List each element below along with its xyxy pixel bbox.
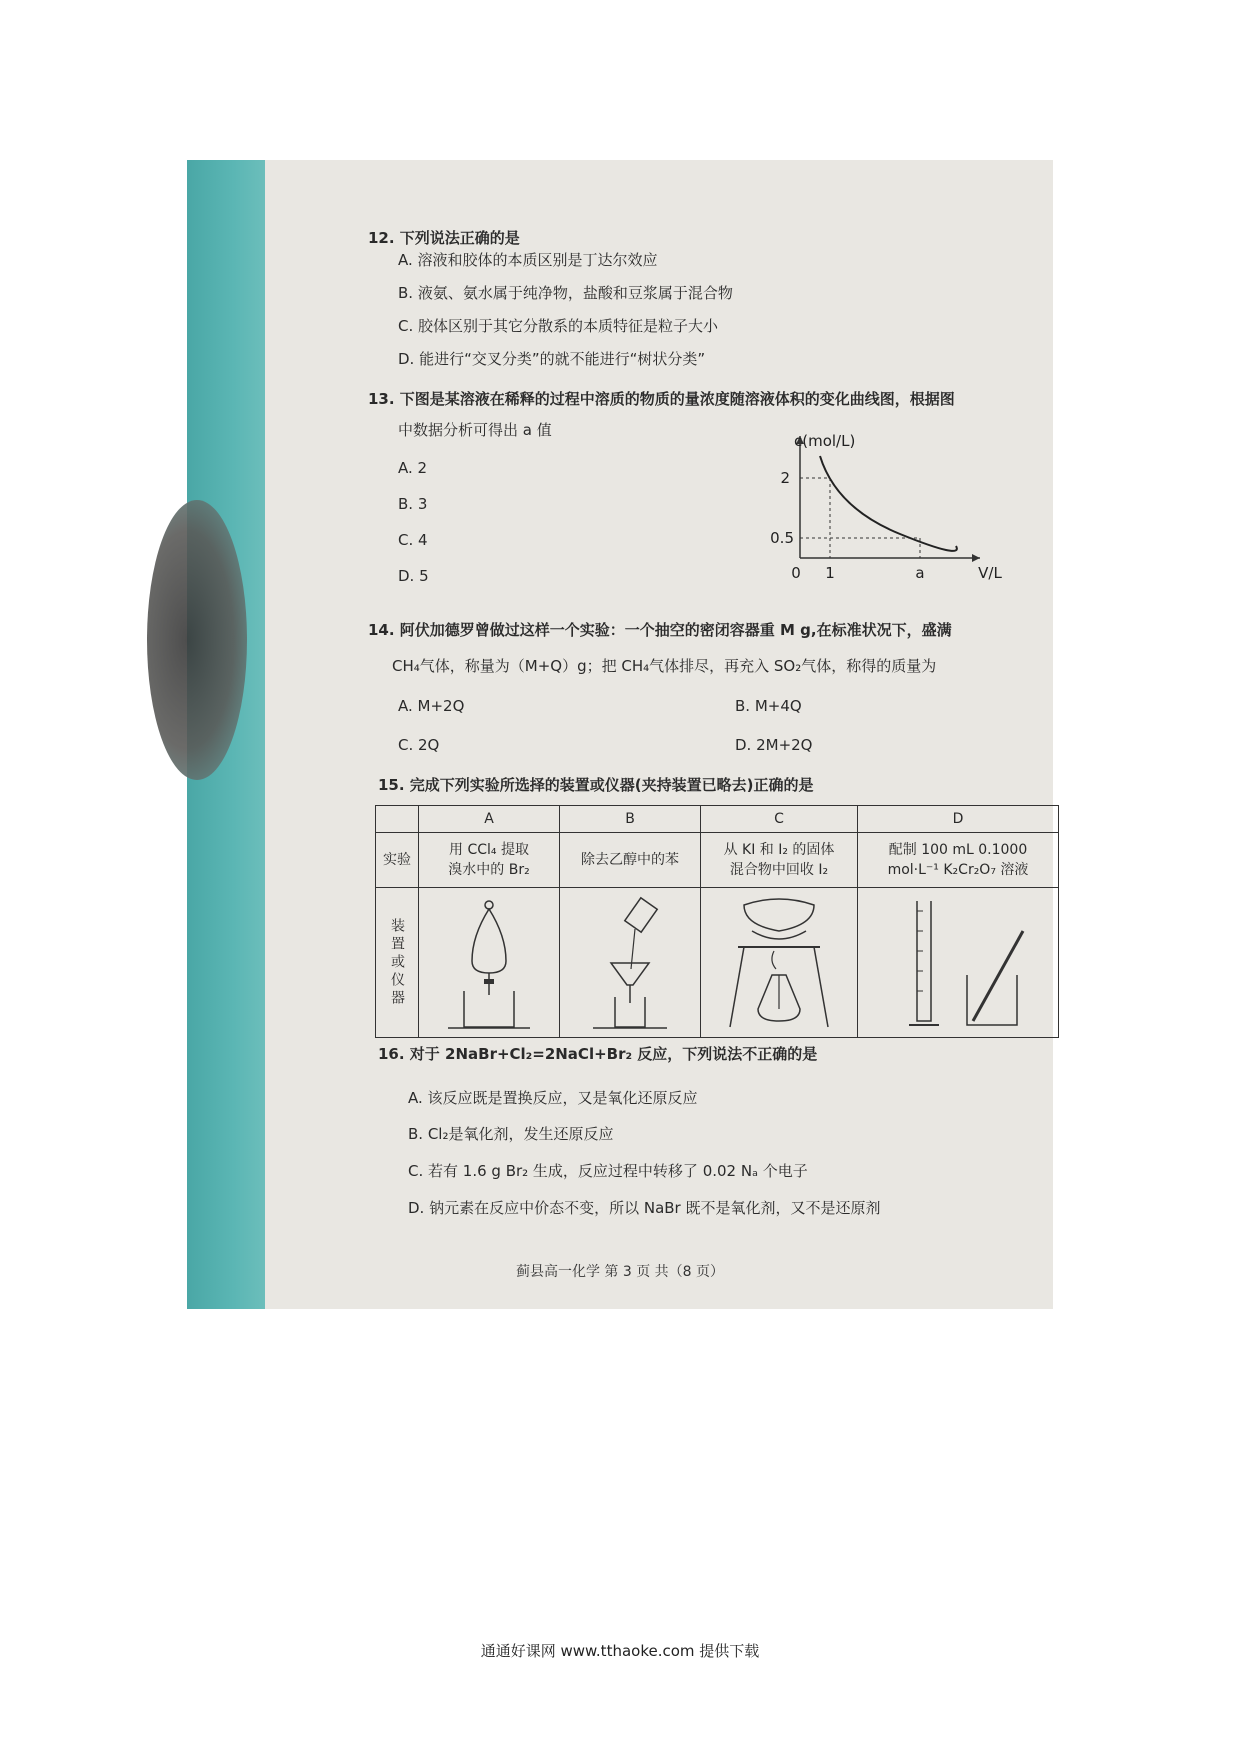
q14-stem-line2: CH₄气体，称量为（M+Q）g；把 CH₄气体排尽，再充入 SO₂气体，称得的质量为 xyxy=(392,657,937,675)
experiment-c: 从 KI 和 I₂ 的固体 混合物中回收 I₂ xyxy=(701,833,858,888)
y-axis-label: c(mol/L) xyxy=(794,432,856,450)
x-axis-label: V/L xyxy=(978,564,1002,582)
series-line xyxy=(820,456,957,551)
source-watermark: 通通好课网 www.tthaoke.com 提供下载 xyxy=(480,1642,760,1660)
apparatus-b-filtration xyxy=(560,888,701,1038)
q16-option-d: D. 钠元素在反应中价态不变，所以 NaBr 既不是氧化剂，又不是还原剂 xyxy=(408,1199,881,1217)
experiment-d: 配制 100 mL 0.1000 mol·L⁻¹ K₂Cr₂O₇ 溶液 xyxy=(858,833,1059,888)
q14-option-a: A. M+2Q xyxy=(398,697,465,715)
q15-experiment-table xyxy=(375,805,1059,1038)
q12-option-b: B. 液氨、氨水属于纯净物，盐酸和豆浆属于混合物 xyxy=(398,284,733,302)
row-label-experiment: 实验 xyxy=(376,833,419,888)
q13-option-d: D. 5 xyxy=(398,567,429,585)
apparatus-c-sublimation xyxy=(701,888,858,1038)
q16-option-c: C. 若有 1.6 g Br₂ 生成，反应过程中转移了 0.02 Nₐ 个电子 xyxy=(408,1162,808,1180)
concentration-volume-chart xyxy=(768,428,1002,590)
q14-option-d: D. 2M+2Q xyxy=(735,736,813,754)
q14-stem-line1: 14. 阿伏加德罗曾做过这样一个实验：一个抽空的密闭容器重 M g,在标准状况下，盛满 xyxy=(368,621,952,639)
q12-option-d: D. 能进行“交叉分类”的就不能进行“树状分类” xyxy=(398,350,706,368)
q13-option-a: A. 2 xyxy=(398,459,428,477)
x-tick-a: a xyxy=(915,564,925,582)
q12-option-a: A. 溶液和胶体的本质区别是丁达尔效应 xyxy=(398,251,658,269)
apparatus-a-separatory-funnel xyxy=(419,888,560,1038)
q16-option-b: B. Cl₂是氧化剂，发生还原反应 xyxy=(408,1125,614,1143)
x-tick-1: 1 xyxy=(825,564,835,582)
header-blank xyxy=(376,806,419,833)
table-header-row xyxy=(376,806,1059,833)
apparatus-d-cylinder-and-beaker xyxy=(858,888,1059,1038)
page-footer: 蓟县高一化学 第 3 页 共（8 页） xyxy=(515,1264,725,1280)
q13-option-b: B. 3 xyxy=(398,495,428,513)
header-c: C xyxy=(701,806,858,833)
q15-stem: 15. 完成下列实验所选择的装置或仪器(夹持装置已略去)正确的是 xyxy=(378,776,814,794)
q12-stem: 12. 下列说法正确的是 xyxy=(368,229,520,247)
y-tick-05: 0.5 xyxy=(770,529,794,547)
x-axis-arrow xyxy=(972,554,980,562)
x-tick-0: 0 xyxy=(791,564,801,582)
y-tick-2: 2 xyxy=(780,469,790,487)
q12-option-c: C. 胶体区别于其它分散系的本质特征是粒子大小 xyxy=(398,317,719,335)
shadow-figure xyxy=(147,500,247,780)
experiment-b: 除去乙醇中的苯 xyxy=(560,833,701,888)
q14-option-b: B. M+4Q xyxy=(735,697,802,715)
header-a: A xyxy=(419,806,560,833)
q13-stem-line1: 13. 下图是某溶液在稀释的过程中溶质的物质的量浓度随溶液体积的变化曲线图，根据图 xyxy=(368,390,955,408)
q14-option-c: C. 2Q xyxy=(398,736,440,754)
q13-stem-line2: 中数据分析可得出 a 值 xyxy=(398,421,552,439)
experiment-a: 用 CCl₄ 提取 溴水中的 Br₂ xyxy=(419,833,560,888)
header-d: D xyxy=(858,806,1059,833)
header-b: B xyxy=(560,806,701,833)
table-row-experiment xyxy=(376,833,1059,888)
q16-option-a: A. 该反应既是置换反应，又是氧化还原反应 xyxy=(408,1089,698,1107)
q13-option-c: C. 4 xyxy=(398,531,428,549)
row-label-apparatus: 装置或仪器 xyxy=(376,888,419,1038)
q16-stem: 16. 对于 2NaBr+Cl₂=2NaCl+Br₂ 反应，下列说法不正确的是 xyxy=(378,1045,818,1063)
table-row-apparatus xyxy=(376,888,1059,1038)
